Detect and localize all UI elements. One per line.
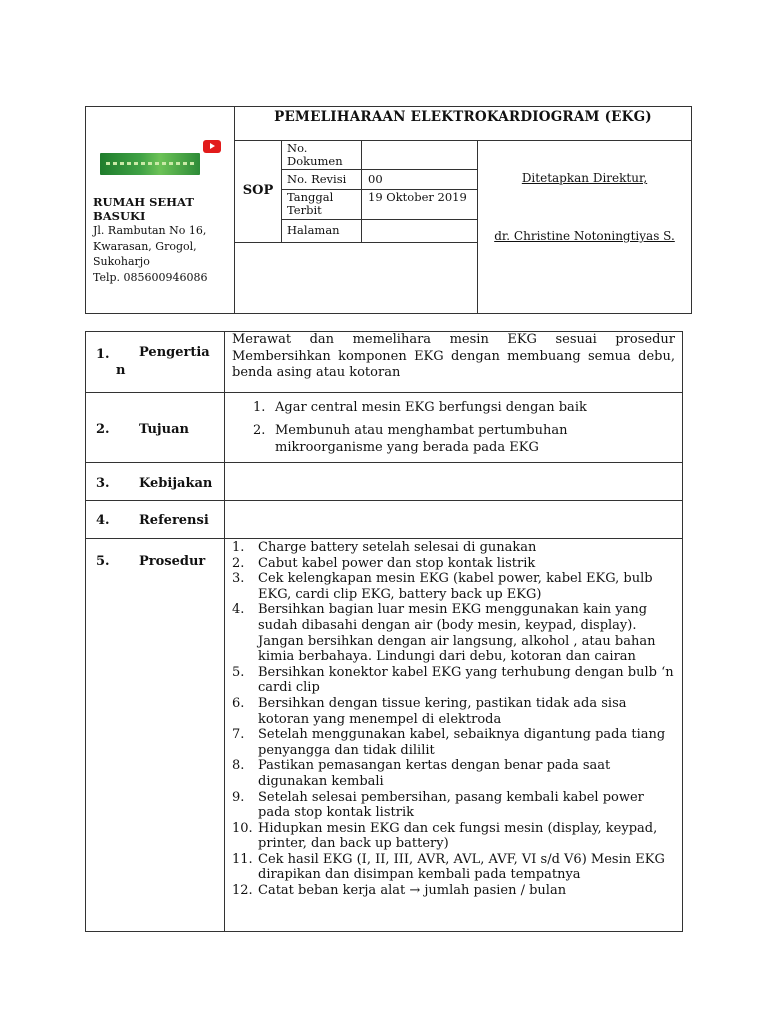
address-line: Sukoharjo — [93, 255, 150, 268]
item-number: 6. — [232, 695, 245, 711]
item-number: 5. — [232, 664, 245, 680]
item-text: Pastikan pemasangan kertas dengan benar pada saat digunakan kembali — [258, 758, 611, 789]
meta-row-halaman — [282, 220, 477, 242]
meta-row-no-dokumen — [282, 141, 477, 170]
organization-address — [93, 223, 231, 285]
meta-value: 19 Oktober 2019 — [368, 190, 467, 204]
section-label — [86, 463, 225, 500]
list-item — [232, 727, 676, 758]
list-item — [232, 556, 676, 572]
list-item — [232, 883, 676, 899]
item-text: Setelah selesai pembersihan, pasang kembali kabel power pada stop kontak listrik — [258, 789, 644, 821]
list-item — [232, 696, 676, 727]
document-title: PEMELIHARAAN ELEKTROKARDIOGRAM (EKG) — [235, 107, 691, 141]
address-line: Jl. Rambutan No 16, — [93, 224, 207, 237]
list-item — [253, 399, 676, 416]
director-name: dr. Christine Notoningtiyas S. — [494, 229, 675, 243]
section-number: 3. — [96, 476, 110, 491]
section-content — [225, 332, 682, 392]
list-item — [232, 540, 676, 556]
list-item — [232, 758, 676, 789]
section-label — [86, 501, 225, 538]
meta-value: 00 — [368, 172, 383, 186]
section-label — [86, 539, 225, 931]
section-label — [86, 332, 225, 392]
item-number: 2. — [253, 423, 266, 438]
list-item — [232, 821, 676, 852]
item-text: Cek kelengkapan mesin EKG (kabel power, kabel EKG, bulb EKG, cardi clip EKG, battery back up EKG) — [258, 571, 653, 602]
item-text: Bersihkan bagian luar mesin EKG menggunakan kain yang sudah dibasahi dengan air (body mesin, keypad, display). Jangan bersihkan dengan air langsung, alkohol , atau bahan kimia berbahaya. Lindungi dari debu, kotoran dan cairan — [258, 602, 656, 665]
youtube-icon — [203, 140, 221, 153]
meta-label: Tanggal Terbit — [282, 190, 362, 219]
section-number: 2. — [96, 422, 110, 437]
list-item — [232, 571, 676, 602]
section-number: 5. — [96, 554, 110, 569]
list-item — [232, 665, 676, 696]
prosedur-list — [232, 540, 676, 899]
section-pengertian — [86, 332, 682, 393]
section-referensi — [86, 501, 682, 539]
section-content — [225, 463, 682, 500]
sop-content-table — [85, 331, 683, 932]
item-number: 4. — [232, 602, 245, 618]
section-title: Pengertia — [139, 345, 210, 360]
item-text: Charge battery setelah selesai di gunakan — [258, 540, 537, 555]
item-number: 9. — [232, 789, 245, 805]
section-content — [225, 539, 682, 931]
item-text: Agar central mesin EKG berfungsi dengan baik — [275, 400, 587, 415]
list-item — [253, 422, 676, 456]
item-text: Setelah menggunakan kabel, sebaiknya digantung pada tiang penyangga dan tidak dililit — [258, 727, 666, 758]
meta-label: No. Revisi — [282, 170, 362, 189]
section-label — [86, 393, 225, 462]
tujuan-list — [253, 399, 676, 462]
phone-line: Telp. 085600946086 — [93, 270, 208, 284]
section-title: Referensi — [139, 513, 209, 528]
meta-value — [362, 141, 477, 169]
section-number: 1. — [96, 347, 110, 362]
address-line: Kwarasan, Grogol, — [93, 239, 197, 253]
hospital-logo — [100, 153, 200, 175]
item-number: 7. — [232, 727, 245, 743]
section-prosedur — [86, 539, 682, 931]
item-number: 1. — [253, 400, 266, 415]
item-text: Bersihkan konektor kabel EKG yang terhubung dengan bulb ‘n cardi clip — [258, 664, 674, 696]
sop-label: SOP — [235, 141, 282, 243]
organization-cell — [86, 107, 235, 313]
section-number: 4. — [96, 513, 110, 528]
organization-name: RUMAH SEHAT BASUKI — [93, 195, 194, 223]
item-text: Catat beban kerja alat → jumlah pasien / bulan — [258, 883, 567, 899]
list-item — [232, 602, 676, 664]
item-number: 11. — [232, 851, 253, 867]
list-item — [232, 852, 676, 883]
meta-label: Halaman — [282, 220, 362, 242]
item-text: Bersihkan dengan tissue kering, pastikan tidak ada sisa kotoran yang menempel di elektroda — [258, 695, 627, 727]
item-number: 1. — [232, 540, 245, 555]
meta-value — [362, 220, 477, 242]
document-header — [85, 106, 692, 314]
item-text: Cek hasil EKG (I, II, III, AVR, AVL, AVF, VI s/d V6) Mesin EKG dirapikan dan disimpan kembali pada tempatnya — [258, 851, 665, 883]
meta-row-no-revisi — [282, 170, 477, 190]
pengertian-text: Merawat dan memelihara mesin EKG sesuai prosedur Membersihkan komponen EKG dengan membuang semua debu, benda asing atau kotoran — [232, 332, 675, 380]
item-text: Hidupkan mesin EKG dan cek fungsi mesin (display, keypad, printer, dan back up battery) — [258, 820, 658, 852]
blank-cell — [235, 243, 478, 313]
section-title-wrap: n — [116, 363, 126, 378]
section-title: Kebijakan — [139, 476, 213, 491]
item-number: 10. — [232, 820, 253, 836]
section-kebijakan — [86, 463, 682, 501]
list-item — [232, 790, 676, 821]
approval-cell — [478, 141, 691, 313]
item-number: 3. — [232, 571, 245, 587]
section-content — [225, 393, 682, 462]
document-meta-table — [282, 141, 478, 243]
item-number: 2. — [232, 555, 245, 571]
item-number: 8. — [232, 758, 245, 774]
item-number: 12. — [232, 883, 253, 899]
section-content — [225, 501, 682, 538]
item-text: Membunuh atau menghambat pertumbuhan mikroorganisme yang berada pada EKG — [275, 423, 568, 455]
meta-label: No. Dokumen — [282, 141, 362, 169]
section-tujuan — [86, 393, 682, 463]
section-title: Prosedur — [139, 554, 206, 569]
section-title: Tujuan — [139, 422, 189, 437]
meta-row-tanggal-terbit — [282, 190, 477, 220]
approval-label: Ditetapkan Direktur, — [521, 171, 648, 185]
item-text: Cabut kabel power dan stop kontak listrik — [258, 555, 536, 571]
